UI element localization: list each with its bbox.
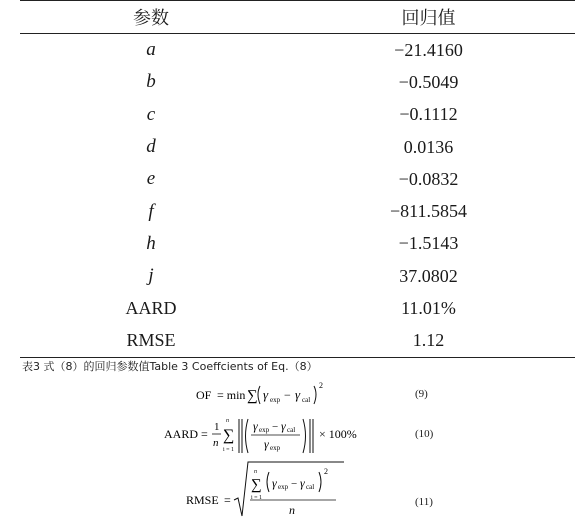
svg-text:1: 1 bbox=[214, 421, 220, 433]
eq10-number: (10) bbox=[415, 428, 434, 440]
param-cell: a bbox=[146, 39, 156, 61]
table-header-row bbox=[20, 1, 575, 33]
value-cell: −1.5143 bbox=[398, 233, 459, 254]
equation-rmse bbox=[186, 460, 366, 518]
svg-text:∑: ∑ bbox=[251, 477, 262, 493]
svg-text:cal: cal bbox=[302, 396, 311, 404]
svg-text:γ: γ bbox=[253, 419, 258, 433]
svg-text:exp: exp bbox=[270, 396, 281, 404]
eq9-lhs: OF bbox=[196, 388, 212, 402]
param-cell: j bbox=[148, 265, 154, 287]
value-cell: −0.1112 bbox=[399, 104, 458, 125]
svg-text:2: 2 bbox=[324, 467, 328, 476]
table-body bbox=[20, 34, 575, 357]
table-row bbox=[20, 325, 575, 357]
svg-text:−: − bbox=[284, 388, 291, 402]
svg-text:−: − bbox=[291, 478, 298, 490]
svg-text:n: n bbox=[226, 418, 229, 424]
table-row bbox=[20, 34, 575, 66]
table-row bbox=[20, 292, 575, 324]
value-cell: −0.5049 bbox=[398, 71, 459, 92]
table-row bbox=[20, 131, 575, 163]
svg-text:cal: cal bbox=[287, 426, 296, 434]
value-cell: −0.0832 bbox=[398, 168, 459, 189]
svg-text:γ: γ bbox=[295, 387, 301, 402]
svg-text:2: 2 bbox=[319, 381, 323, 390]
eq11-lhs: RMSE bbox=[186, 493, 219, 507]
svg-text:i = 1: i = 1 bbox=[251, 495, 263, 501]
header-param: 参数 bbox=[133, 8, 169, 29]
svg-text:γ: γ bbox=[263, 387, 269, 402]
svg-text:exp: exp bbox=[270, 444, 281, 452]
table-row bbox=[20, 260, 575, 292]
svg-text:∑: ∑ bbox=[247, 388, 258, 404]
svg-text:γ: γ bbox=[272, 476, 277, 490]
svg-text:γ: γ bbox=[264, 437, 269, 451]
svg-text:exp: exp bbox=[278, 483, 289, 491]
svg-text:i = 1: i = 1 bbox=[223, 447, 235, 453]
table-row bbox=[20, 99, 575, 131]
param-cell: b bbox=[146, 71, 156, 93]
table-row bbox=[20, 163, 575, 195]
equation-aard bbox=[164, 413, 374, 457]
svg-text:n: n bbox=[254, 469, 257, 475]
svg-text:=: = bbox=[224, 493, 231, 507]
svg-text:n: n bbox=[289, 503, 295, 517]
equation-of bbox=[196, 378, 356, 410]
param-cell: RMSE bbox=[126, 330, 176, 351]
table-row bbox=[20, 195, 575, 227]
eq9-number: (9) bbox=[415, 388, 428, 400]
svg-text:= min: = min bbox=[217, 388, 246, 402]
svg-text:=: = bbox=[201, 427, 208, 441]
header-value: 回归值 bbox=[401, 8, 456, 29]
svg-text:∑: ∑ bbox=[223, 427, 235, 444]
param-cell: d bbox=[146, 136, 156, 158]
svg-text:cal: cal bbox=[306, 483, 315, 491]
param-cell: h bbox=[146, 232, 156, 254]
svg-text:−: − bbox=[272, 421, 279, 433]
value-cell: −811.5854 bbox=[390, 201, 467, 222]
regression-table bbox=[20, 0, 575, 358]
value-cell: 1.12 bbox=[412, 330, 445, 351]
svg-text:γ: γ bbox=[281, 419, 286, 433]
value-cell: 11.01% bbox=[401, 298, 456, 319]
eq10-lhs: AARD bbox=[164, 427, 199, 441]
value-cell: −21.4160 bbox=[394, 39, 463, 60]
svg-text:n: n bbox=[213, 437, 219, 449]
table-row bbox=[20, 228, 575, 260]
table-row bbox=[20, 66, 575, 98]
svg-text:γ: γ bbox=[300, 476, 305, 490]
svg-text:exp: exp bbox=[259, 426, 270, 434]
param-cell: c bbox=[146, 103, 156, 125]
param-cell: f bbox=[148, 200, 154, 222]
table-caption: 表3 式（8）的回归参数值Table 3 Coeffcients of Eq.（8） bbox=[22, 360, 318, 373]
value-cell: 37.0802 bbox=[399, 265, 458, 286]
svg-text:× 100%: × 100% bbox=[319, 427, 357, 441]
eq11-number: (11) bbox=[415, 496, 433, 508]
value-cell: 0.0136 bbox=[403, 136, 454, 157]
param-cell: AARD bbox=[125, 298, 177, 319]
param-cell: e bbox=[146, 168, 156, 190]
